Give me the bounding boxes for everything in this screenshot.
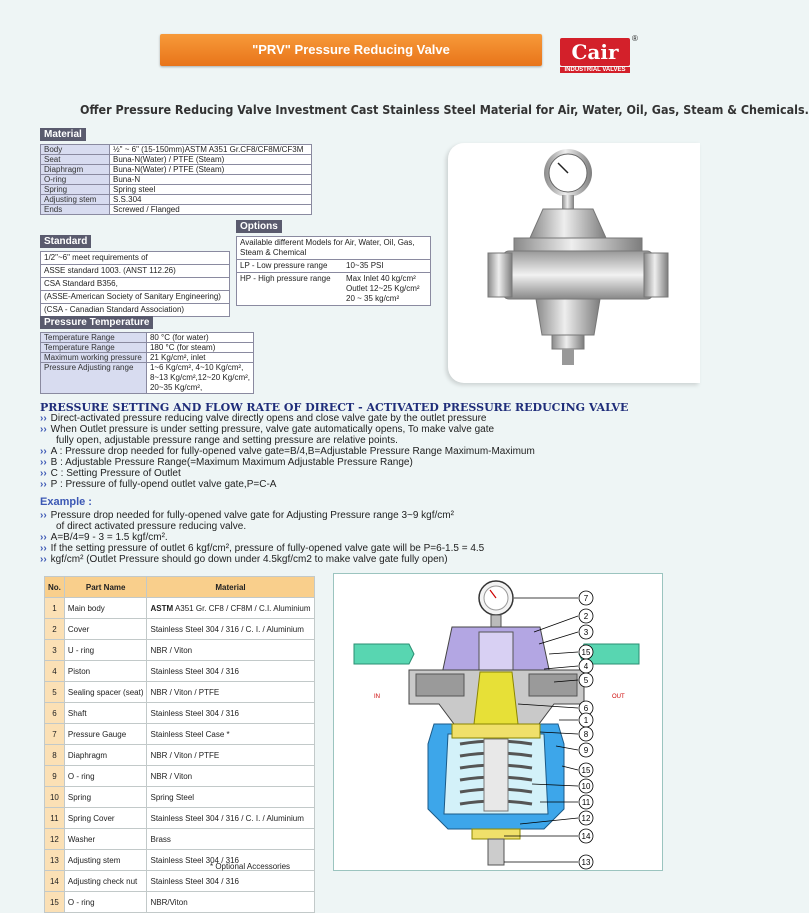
callout-label: 10 <box>581 782 591 791</box>
material-row <box>41 165 312 175</box>
options-intro: Available different Models for Air, Water, Oil, Gas, Steam & Chemical <box>237 237 430 260</box>
options-hp-value: Outlet 12~25 Kg/cm² <box>346 284 420 293</box>
part-material: NBR/Viton <box>147 892 314 913</box>
material-value: Spring steel <box>110 185 312 195</box>
material-key: Diaphragm <box>41 165 110 175</box>
table-row <box>45 766 315 787</box>
part-no: 9 <box>45 766 65 787</box>
options-lp-value: 10~35 PSI <box>346 261 384 270</box>
options-lp-row <box>237 260 430 273</box>
material-row <box>41 145 312 155</box>
callout-label: 15 <box>581 648 591 657</box>
material-value: Buna-N(Water) / PTFE (Steam) <box>110 155 312 165</box>
material-header: Material <box>40 128 86 141</box>
temperature-row <box>41 333 254 343</box>
temperature-value: 80 °C (for water) <box>146 333 253 343</box>
callout-label: 11 <box>581 798 591 807</box>
part-material: NBR / Viton / PTFE <box>147 745 314 766</box>
callout-label: 2 <box>583 612 589 621</box>
standard-line: 1/2"~6" meet requirements of <box>41 252 229 265</box>
temperature-value: 1~6 Kg/cm², 4~10 Kg/cm², <box>149 363 244 372</box>
material-row <box>41 185 312 195</box>
table-row <box>45 829 315 850</box>
temperature-table <box>40 332 254 394</box>
callout-label: 3 <box>583 628 589 637</box>
material-row <box>41 155 312 165</box>
example-text: kgf/cm² (Outlet Pressure should go down under 4.5kgf/cm2 to make valve gate fully open) <box>50 554 448 565</box>
part-material: Stainless Steel Case * <box>147 724 314 745</box>
part-material: NBR / Viton <box>147 766 314 787</box>
temperature-key: Maximum working pressure <box>41 353 147 363</box>
part-name: Washer <box>64 829 147 850</box>
parts-header: No. <box>45 577 65 598</box>
callout-label: 7 <box>583 594 589 603</box>
part-material: Stainless Steel 304 / 316 <box>147 850 314 871</box>
example-bullet <box>40 554 484 565</box>
product-photo-panel <box>448 143 700 383</box>
example-bullet <box>40 510 484 521</box>
page-title-banner: "PRV" Pressure Reducing Valve <box>160 34 542 66</box>
temperature-key: Pressure Adjusting range <box>41 363 147 394</box>
part-name: O - ring <box>64 892 147 913</box>
table-row <box>45 703 315 724</box>
options-hp-value: Max Inlet 40 kg/cm² <box>346 274 416 283</box>
callout-label: 13 <box>581 858 591 867</box>
material-value: ½" ~ 6" (15-150mm)ASTM A351 Gr.CF8/CF8M/CF3M <box>110 145 312 155</box>
standard-line: (CSA - Canadian Standard Association) <box>44 305 185 314</box>
double-arrow-icon: ›› <box>40 543 47 554</box>
valve-body-icon <box>503 251 653 299</box>
part-name: U - ring <box>64 640 147 661</box>
flow-bullet <box>40 468 535 479</box>
temperature-key: Temperature Range <box>41 333 147 343</box>
part-material: Stainless Steel 304 / 316 <box>147 703 314 724</box>
callout-label: 9 <box>583 746 589 755</box>
part-name: Diaphragm <box>64 745 147 766</box>
material-section <box>40 124 312 215</box>
part-name: Pressure Gauge <box>64 724 147 745</box>
callout-label: 1 <box>583 716 589 725</box>
part-name: Spring <box>64 787 147 808</box>
material-key: Spring <box>41 185 110 195</box>
example-bullets <box>40 510 484 565</box>
material-key: Ends <box>41 205 110 215</box>
callout-label: 12 <box>581 814 591 823</box>
part-no: 2 <box>45 619 65 640</box>
table-row <box>45 724 315 745</box>
cair-logo <box>560 34 638 78</box>
example-text: Pressure drop needed for fully-opened valve gate for Adjusting Pressure range 3~9 kgf/cm² <box>50 510 454 521</box>
callout-label: 14 <box>581 832 591 841</box>
callout-label: 8 <box>583 730 589 739</box>
parts-header-row <box>45 577 315 598</box>
material-value: Buna-N <box>110 175 312 185</box>
standard-line: (ASSE-American Society of Sanitary Engineering) <box>41 291 229 304</box>
flow-bullet <box>40 457 535 468</box>
part-material: Brass <box>147 829 314 850</box>
part-name: Sealing spacer (seat) <box>64 682 147 703</box>
example-bullet <box>40 532 484 543</box>
temperature-adjust-values <box>146 363 253 394</box>
material-key: Adjusting stem <box>41 195 110 205</box>
double-arrow-icon: ›› <box>40 479 47 490</box>
options-section <box>236 216 431 306</box>
part-material: Stainless Steel 304 / 316 <box>147 661 314 682</box>
part-name: Piston <box>64 661 147 682</box>
options-hp-key: HP - High pressure range <box>240 274 331 283</box>
options-lp-key: LP - Low pressure range <box>240 261 328 270</box>
material-row <box>41 205 312 215</box>
flow-bullet-text: A : Pressure drop needed for fully-opened valve gate=B/4,B=Adjustable Pressure Range Maximum-Maximum <box>50 446 535 457</box>
part-no: 3 <box>45 640 65 661</box>
material-row <box>41 175 312 185</box>
part-material: Stainless Steel 304 / 316 / C. I. / Aluminium <box>147 808 314 829</box>
material-value: Buna-N(Water) / PTFE (Steam) <box>110 165 312 175</box>
part-material: NBR / Viton / PTFE <box>147 682 314 703</box>
part-no: 1 <box>45 598 65 619</box>
temperature-row <box>41 343 254 353</box>
table-row <box>45 892 315 913</box>
flow-bullet-text: Direct-activated pressure reducing valve directly opens and close valve gate by the outlet pressure <box>50 413 487 424</box>
temperature-row <box>41 353 254 363</box>
temperature-header: Pressure Temperature <box>40 316 153 329</box>
double-arrow-icon: ›› <box>40 532 47 543</box>
headline: Offer Pressure Reducing Valve Investment Cast Stainless Steel Material for Air, Water, Oil, Gas, Steam & Chemicals. <box>80 103 809 117</box>
part-no: 11 <box>45 808 65 829</box>
standard-line: CSA Standard B356, <box>41 278 229 291</box>
part-name: Main body <box>64 598 147 619</box>
in-label: IN <box>374 694 380 700</box>
table-row <box>45 682 315 703</box>
table-row <box>45 808 315 829</box>
part-no: 8 <box>45 745 65 766</box>
callout-label: 5 <box>583 676 589 685</box>
temperature-section <box>40 312 254 394</box>
double-arrow-icon: ›› <box>40 510 47 521</box>
part-no: 10 <box>45 787 65 808</box>
part-material-bold: ASTM <box>150 603 174 613</box>
table-row <box>45 619 315 640</box>
logo-brand: Cair <box>560 38 630 66</box>
callout-label: 6 <box>583 704 589 713</box>
temperature-value: 180 °C (for steam) <box>146 343 253 353</box>
valve-cross-section <box>334 574 662 870</box>
material-row <box>41 195 312 205</box>
standard-section <box>40 231 230 317</box>
options-box <box>236 236 431 306</box>
double-arrow-icon: ›› <box>40 413 47 424</box>
table-row <box>45 871 315 892</box>
flow-bullet-text: B : Adjustable Pressure Range(=Maximum Maximum Adjustable Pressure Range) <box>50 457 413 468</box>
part-name: Spring Cover <box>64 808 147 829</box>
part-no: 7 <box>45 724 65 745</box>
part-name: Cover <box>64 619 147 640</box>
material-table <box>40 144 312 215</box>
standard-line: ASSE standard 1003. (ANST 112.26) <box>41 265 229 278</box>
example-bullet-cont: of direct activated pressure reducing valve. <box>56 521 247 532</box>
callout-label: 15 <box>581 766 591 775</box>
options-hp-row <box>237 273 430 305</box>
parts-header: Material <box>147 577 314 598</box>
options-hp-value: 20 ~ 35 kg/cm² <box>346 294 400 303</box>
optional-footnote: * Optional Accessories <box>210 862 291 871</box>
part-name: Adjusting check nut <box>64 871 147 892</box>
double-arrow-icon: ›› <box>40 457 47 468</box>
flow-title: PRESSURE SETTING AND FLOW RATE OF DIRECT - ACTIVATED PRESSURE REDUCING VALVE <box>40 401 629 414</box>
double-arrow-icon: ›› <box>40 554 47 565</box>
double-arrow-icon: ›› <box>40 424 47 435</box>
table-row <box>45 661 315 682</box>
flow-bullet-cont: fully open, adjustable pressure range and setting pressure are relative points. <box>56 435 398 446</box>
material-key: Body <box>41 145 110 155</box>
part-material: Stainless Steel 304 / 316 <box>147 871 314 892</box>
table-row <box>45 640 315 661</box>
part-no: 15 <box>45 892 65 913</box>
part-name: Shaft <box>64 703 147 724</box>
part-no: 12 <box>45 829 65 850</box>
material-key: O-ring <box>41 175 110 185</box>
flow-bullet <box>40 446 535 457</box>
example-bullet <box>40 543 484 554</box>
part-material <box>147 598 314 619</box>
table-row <box>45 598 315 619</box>
part-material: Spring Steel <box>147 787 314 808</box>
part-name: O - ring <box>64 766 147 787</box>
options-header: Options <box>236 220 282 233</box>
temperature-value: 21 Kg/cm², inlet <box>146 353 253 363</box>
flow-bullet-text: When Outlet pressure is under setting pressure, valve gate automatically opens, To make valve gate <box>50 424 495 435</box>
flow-bullet <box>40 413 535 424</box>
part-name: Adjusting stem <box>64 850 147 871</box>
example-text: If the setting pressure of outlet 6 kgf/cm², pressure of fully-opened valve gate will be P=6-1.5 = 4.5 <box>50 543 485 554</box>
valve-photo <box>448 143 700 383</box>
example-text: A=B/4=9 - 3 = 1.5 kgf/cm². <box>50 532 168 543</box>
material-value: Screwed / Flanged <box>110 205 312 215</box>
temperature-value: 8~13 Kg/cm²,12~20 Kg/cm², <box>149 373 250 382</box>
part-material-text: A351 Gr. CF8 / CF8M / C.I. Aluminium <box>173 603 311 613</box>
part-no: 6 <box>45 703 65 724</box>
logo-tagline: INDUSTRIAL VALVES <box>560 67 630 73</box>
part-no: 4 <box>45 661 65 682</box>
temperature-key: Temperature Range <box>41 343 147 353</box>
flow-bullet <box>40 424 535 435</box>
out-label: OUT <box>612 694 625 700</box>
double-arrow-icon: ›› <box>40 468 47 479</box>
flow-bullet <box>40 479 535 490</box>
options-hp-values <box>346 274 420 304</box>
temperature-value: 20~35 Kg/cm², <box>149 383 203 392</box>
table-row <box>45 745 315 766</box>
example-title: Example : <box>40 496 92 508</box>
standard-header: Standard <box>40 235 91 248</box>
part-material: Stainless Steel 304 / 316 / C. I. / Aluminium <box>147 619 314 640</box>
cross-section-diagram <box>333 573 663 871</box>
callout-label: 4 <box>583 662 589 671</box>
part-no: 13 <box>45 850 65 871</box>
material-value: S.S.304 <box>110 195 312 205</box>
part-material: NBR / Viton <box>147 640 314 661</box>
flow-bullet-text: C : Setting Pressure of Outlet <box>50 468 181 479</box>
flow-bullet-text: P : Pressure of fully-opend outlet valve gate,P=C-A <box>50 479 277 490</box>
flow-bullets <box>40 413 535 490</box>
part-no: 14 <box>45 871 65 892</box>
temperature-row <box>41 363 254 394</box>
part-no: 5 <box>45 682 65 703</box>
parts-header: Part Name <box>64 577 147 598</box>
double-arrow-icon: ›› <box>40 446 47 457</box>
registered-mark: ® <box>632 34 638 43</box>
table-row <box>45 787 315 808</box>
standard-box <box>40 251 230 317</box>
material-key: Seat <box>41 155 110 165</box>
